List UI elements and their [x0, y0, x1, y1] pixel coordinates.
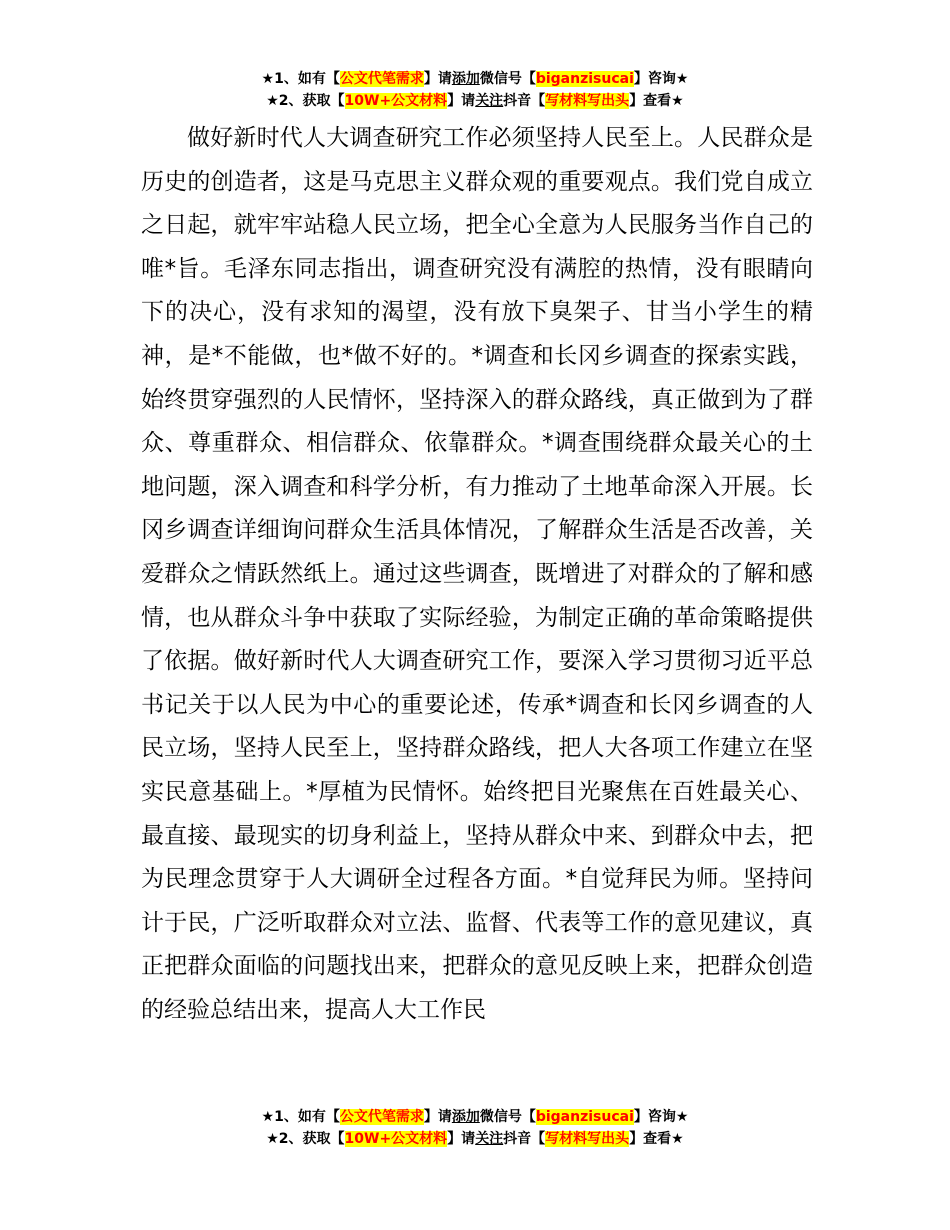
- header-underlined-add: 添加: [451, 71, 480, 87]
- footer-banner: [0, 1106, 950, 1150]
- footer-line-2-text: ★2、获取【: [266, 1131, 345, 1147]
- header-line-1-text: ★1、如有【: [261, 71, 340, 87]
- header-highlight-materials: 10W+公文材料: [344, 93, 448, 109]
- header-line-2-text: 】查看★: [629, 93, 684, 109]
- header-line-2-text: 抖音【: [503, 93, 546, 109]
- footer-line-1-text: ★1、如有【: [261, 1109, 340, 1125]
- footer-line-2-text: 】请: [447, 1131, 476, 1147]
- header-banner: [0, 68, 950, 112]
- footer-line-1: [0, 1106, 950, 1128]
- footer-line-2-text: 抖音【: [503, 1131, 546, 1147]
- header-line-2: [0, 90, 950, 112]
- footer-line-2: [0, 1128, 950, 1150]
- header-highlight-service: 公文代笔需求: [339, 71, 424, 87]
- footer-highlight-wechat-id: biganzisucai: [535, 1109, 634, 1125]
- header-line-1-text: 】咨询★: [633, 71, 689, 87]
- header-line-2-text: 】请: [447, 93, 476, 109]
- footer-line-1-text: 】请: [423, 1109, 452, 1125]
- footer-underlined-follow: 关注: [475, 1131, 504, 1147]
- header-line-2-text: ★2、获取【: [266, 93, 345, 109]
- footer-line-1-text: 微信号【: [479, 1109, 536, 1125]
- footer-highlight-materials: 10W+公文材料: [344, 1131, 448, 1147]
- header-highlight-douyin: 写材料写出头: [545, 93, 630, 109]
- header-line-1: [0, 68, 950, 90]
- footer-line-1-text: 】咨询★: [633, 1109, 689, 1125]
- footer-highlight-service: 公文代笔需求: [339, 1109, 424, 1125]
- header-underlined-follow: 关注: [475, 93, 504, 109]
- header-line-1-text: 】请: [423, 71, 452, 87]
- header-highlight-wechat-id: biganzisucai: [535, 71, 634, 87]
- footer-underlined-add: 添加: [451, 1109, 480, 1125]
- body-paragraph: 做好新时代人大调查研究工作必须坚持人民至上。人民群众是历史的创造者，这是马克思主义群众观的重要观点。我们党自成立之日起，就牢牢站稳人民立场，把全心全意为人民服务当作自己的唯*旨。毛泽东同志指出，调查研究没有满腔的热情，没有眼睛向下的决心，没有求知的渴望，没有放下臭架子、甘当小学生的精神，是*不能做，也*做不好的。*调查和长冈乡调查的探索实践，始终贯穿强烈的人民情怀，坚持深入的群众路线，真正做到为了群众、尊重群众、相信群众、依靠群众。*调查围绕群众最关心的土地问题，深入调查和科学分析，有力推动了土地革命深入开展。长冈乡调查详细询问群众生活具体情况，了解群众生活是否改善，关爱群众之情跃然纸上。通过这些调查，既增进了对群众的了解和感情，也从群众斗争中获取了实际经验，为制定正确的革命策略提供了依据。做好新时代人大调查研究工作，要深入学习贯彻习近平总书记关于以人民为中心的重要论述，传承*调查和长冈乡调查的人民立场，坚持人民至上，坚持群众路线，把人大各项工作建立在坚实民意基础上。*厚植为民情怀。始终把目光聚焦在百姓最关心、最直接、最现实的切身利益上，坚持从群众中来、到群众中去，把为民理念贯穿于人大调研全过程各方面。*自觉拜民为师。坚持问计于民，广泛听取群众对立法、监督、代表等工作的意见建议，真正把群众面临的问题找出来，把群众的意见反映上来，把群众创造的经验总结出来，提高人大工作民: [141, 125, 813, 1023]
- header-line-1-text: 微信号【: [479, 71, 536, 87]
- footer-highlight-douyin: 写材料写出头: [545, 1131, 630, 1147]
- footer-line-2-text: 】查看★: [629, 1131, 684, 1147]
